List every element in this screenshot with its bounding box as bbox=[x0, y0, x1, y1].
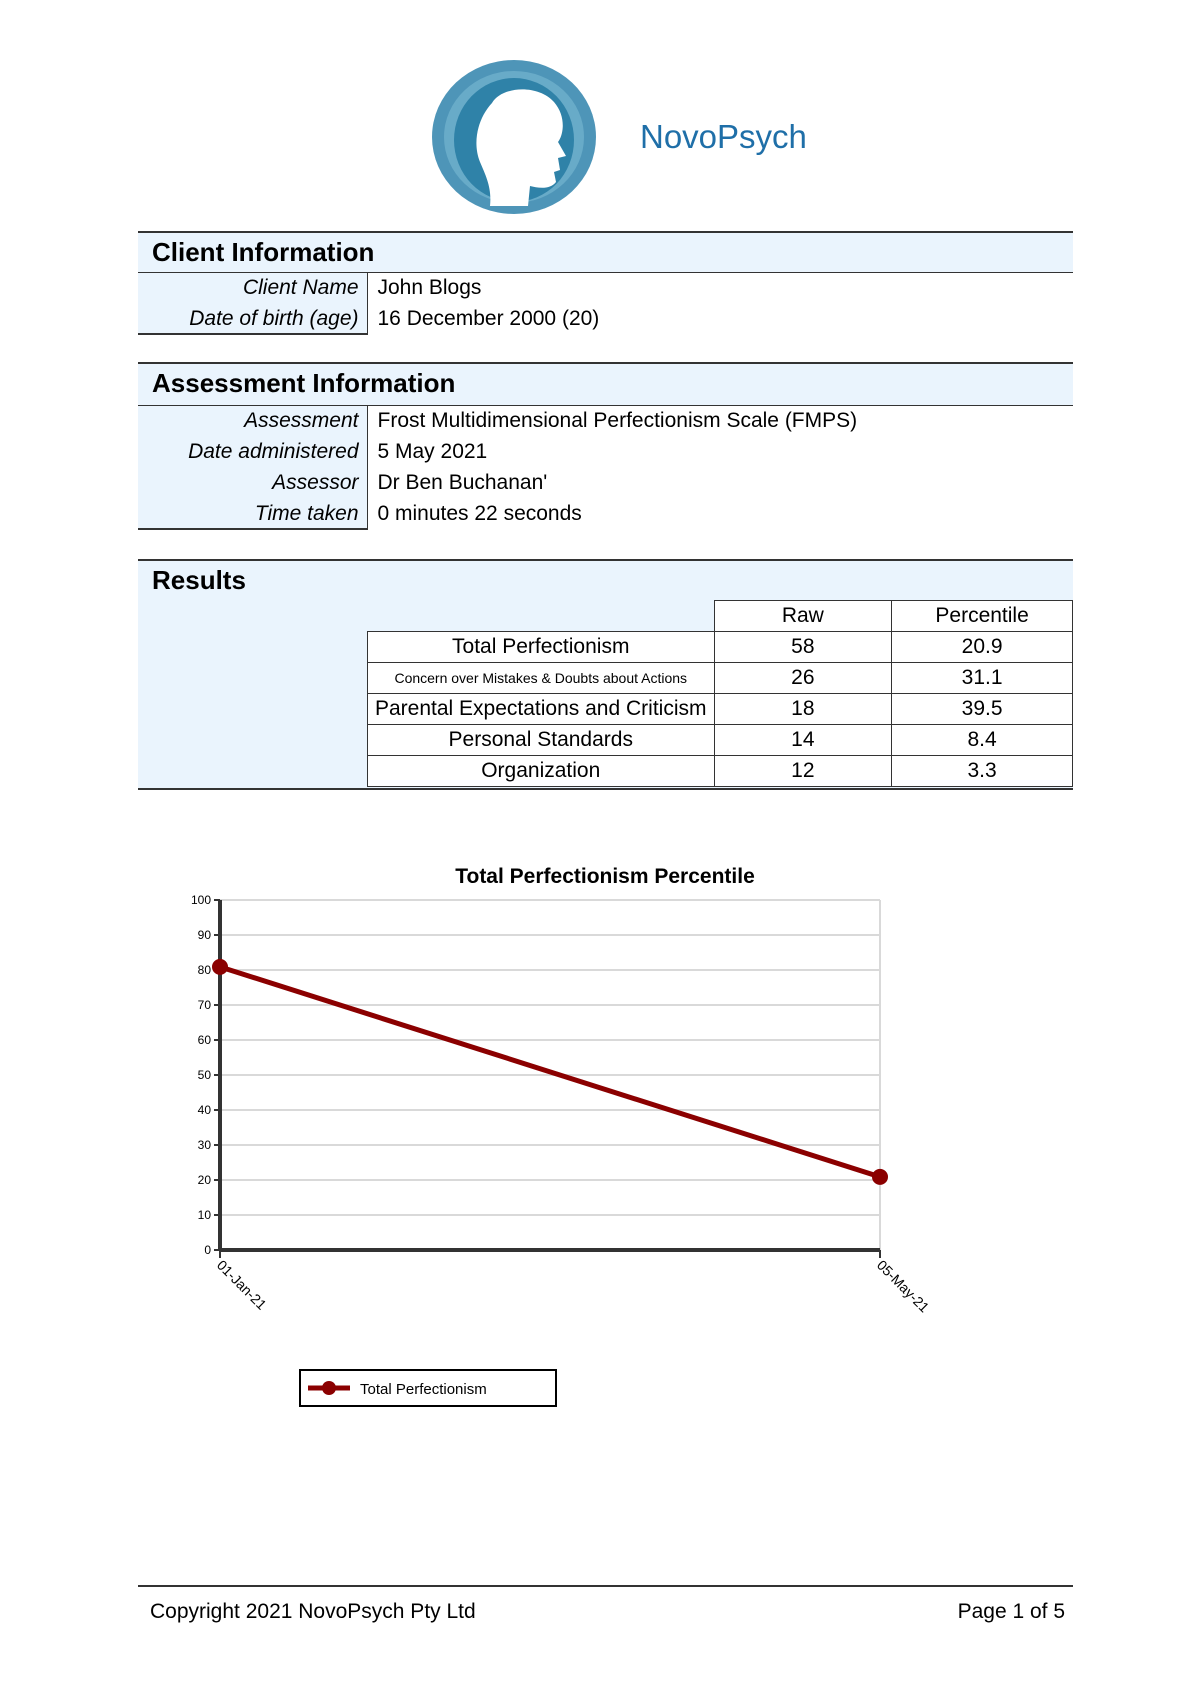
y-tick-label: 50 bbox=[197, 1068, 211, 1082]
time-taken-row bbox=[138, 499, 1073, 530]
y-tick-label: 100 bbox=[190, 893, 211, 907]
time-taken-value: 0 minutes 22 seconds bbox=[367, 499, 1073, 530]
x-tick-label: 05-May-21 bbox=[873, 1256, 933, 1316]
percentile-line-chart bbox=[150, 850, 1050, 1430]
scale-name: Personal Standards bbox=[368, 725, 715, 756]
table-row bbox=[368, 725, 1073, 756]
chart-title: Total Perfectionism Percentile bbox=[455, 865, 755, 888]
y-tick-label: 70 bbox=[197, 998, 211, 1012]
chart-axes bbox=[191, 893, 933, 1316]
results-section bbox=[138, 559, 1073, 790]
y-tick-label: 40 bbox=[197, 1103, 211, 1117]
percentile-score: 20.9 bbox=[892, 632, 1073, 663]
percentile-score: 31.1 bbox=[892, 663, 1073, 694]
percentile-header: Percentile bbox=[892, 601, 1073, 632]
raw-score: 14 bbox=[714, 725, 892, 756]
brand-name: NovoPsych bbox=[640, 118, 807, 155]
raw-score: 12 bbox=[714, 756, 892, 787]
date-administered-label: Date administered bbox=[188, 440, 359, 463]
legend-label: Total Perfectionism bbox=[360, 1381, 487, 1398]
percentile-score: 39.5 bbox=[892, 694, 1073, 725]
raw-score: 26 bbox=[714, 663, 892, 694]
date-administered-row bbox=[138, 437, 1073, 468]
y-tick-label: 30 bbox=[197, 1138, 211, 1152]
data-point bbox=[872, 1169, 888, 1185]
client-info-table bbox=[138, 272, 1073, 335]
table-row bbox=[368, 632, 1073, 663]
assessment-label: Assessment bbox=[244, 409, 359, 433]
footer-page-number: Page 1 of 5 bbox=[957, 1600, 1065, 1623]
chart-grid bbox=[220, 900, 880, 1250]
footer-divider bbox=[138, 1585, 1073, 1587]
raw-header: Raw bbox=[714, 601, 892, 632]
results-title: Results bbox=[152, 565, 246, 595]
y-tick-label: 10 bbox=[197, 1208, 211, 1222]
client-name-value: John Blogs bbox=[367, 273, 1073, 304]
date-of-birth-value: 16 December 2000 (20) bbox=[367, 304, 1073, 335]
y-tick-label: 60 bbox=[197, 1033, 211, 1047]
assessment-information-title: Assessment Information bbox=[152, 368, 456, 398]
scale-name: Concern over Mistakes & Doubts about Actions bbox=[368, 663, 715, 694]
table-row bbox=[368, 756, 1073, 787]
assessment-info-table bbox=[138, 405, 1073, 530]
client-name-label: Client Name bbox=[242, 276, 359, 300]
percentile-score: 3.3 bbox=[892, 756, 1073, 787]
assessment-row bbox=[138, 406, 1073, 437]
y-tick-label: 80 bbox=[197, 963, 211, 977]
date-administered-value: 5 May 2021 bbox=[367, 437, 1073, 468]
chart-legend bbox=[300, 1370, 556, 1406]
assessor-value: Dr Ben Buchanan' bbox=[367, 468, 1073, 499]
data-point bbox=[212, 959, 228, 975]
legend-marker bbox=[322, 1381, 336, 1395]
date-of-birth-row bbox=[138, 304, 1073, 335]
date-of-birth-label: Date of birth (age) bbox=[189, 307, 359, 330]
assessment-value: Frost Multidimensional Perfectionism Scale (FMPS) bbox=[367, 406, 1073, 437]
scale-name: Total Perfectionism bbox=[368, 632, 715, 663]
table-row bbox=[368, 663, 1073, 694]
client-name-row bbox=[138, 273, 1073, 304]
assessment-information-section bbox=[138, 362, 1073, 530]
chart-series bbox=[212, 959, 888, 1185]
raw-score: 18 bbox=[714, 694, 892, 725]
assessor-row bbox=[138, 468, 1073, 499]
footer-copyright: Copyright 2021 NovoPsych Pty Ltd bbox=[150, 1600, 476, 1623]
results-header-blank bbox=[368, 601, 715, 632]
percentile-score: 8.4 bbox=[892, 725, 1073, 756]
y-tick-label: 90 bbox=[197, 928, 211, 942]
time-taken-label: Time taken bbox=[254, 502, 359, 525]
client-information-section bbox=[138, 231, 1073, 335]
assessor-label: Assessor bbox=[272, 471, 359, 494]
x-tick-label: 01-Jan-21 bbox=[213, 1256, 270, 1313]
table-row bbox=[368, 694, 1073, 725]
scale-name: Parental Expectations and Criticism bbox=[368, 694, 715, 725]
y-tick-label: 0 bbox=[204, 1243, 211, 1257]
raw-score: 58 bbox=[714, 632, 892, 663]
results-table bbox=[367, 600, 1073, 787]
client-information-title: Client Information bbox=[152, 237, 375, 267]
results-header-row bbox=[368, 601, 1073, 632]
head-profile-logo-icon bbox=[430, 58, 598, 216]
y-tick-label: 20 bbox=[197, 1173, 211, 1187]
scale-name: Organization bbox=[368, 756, 715, 787]
